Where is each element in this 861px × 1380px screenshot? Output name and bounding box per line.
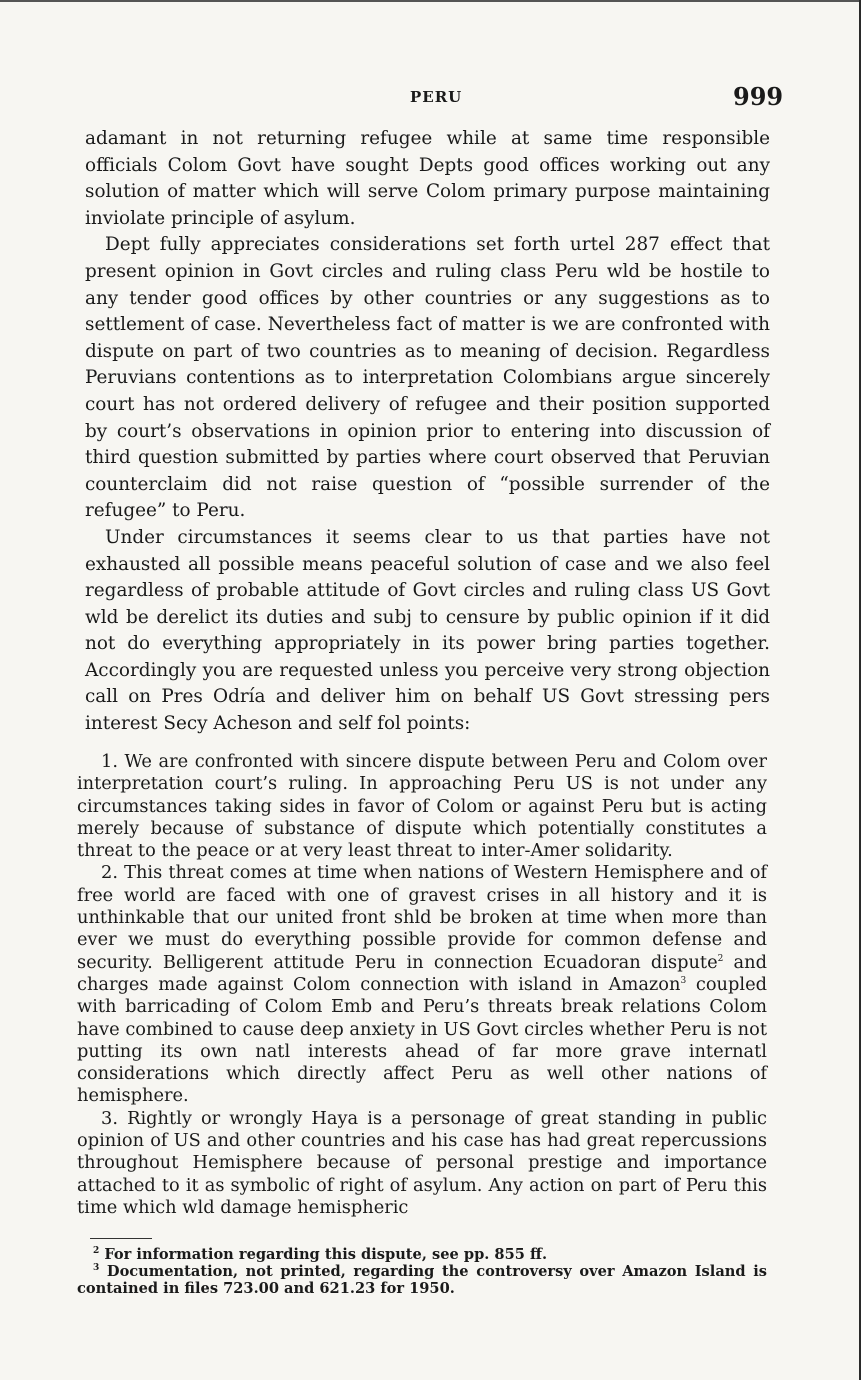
paragraph-continuation: adamant in not returning refugee while at same time responsible officials Colom Govt have sought Depts good offices working out any solution of matter which will serve Colom primary purpose maintaining inviolate principle of asylum. (85, 128, 770, 229)
page-top-edge (0, 0, 861, 2)
body-text (85, 126, 770, 738)
footnote-text: For information regarding this dispute, see pp. 855 ff. (99, 1246, 548, 1263)
page-number: 999 (733, 82, 784, 111)
footnote-ref-3: 3 (680, 976, 687, 987)
footnote-text: Documentation, not printed, regarding the controversy over Amazon Island is contained in files 723.00 and 621.23 for 1950. (77, 1263, 767, 1297)
numbered-points (77, 751, 767, 1219)
footnote-divider (90, 1238, 152, 1239)
footnotes (77, 1246, 767, 1297)
footnote-3 (77, 1263, 767, 1297)
point-2-text-b: and charges made against Colom connection with island in Amazon (77, 951, 767, 995)
point-2-text-a: 2. This threat comes at time when nations of Western Hemisphere and of free world are faced with one of gravest crises in all history and it is unthinkable that our united front shld be broken at time when more than ever we must do everything possible provide for common defense and security. Belligerent attitude Peru in connection Ecuadoran dispute (77, 862, 767, 973)
running-title: PERU (410, 88, 463, 106)
running-header (0, 82, 861, 111)
point-2 (77, 862, 767, 1107)
footnote-ref-2: 2 (717, 953, 724, 964)
footnote-mark: 3 (93, 1263, 100, 1274)
point-1: 1. We are confronted with sincere dispute between Peru and Colom over interpretation court’s ruling. In approaching Peru US is not under any circumstances taking sides in favor of Colom or against Peru but is acting merely because of substance of dispute which potentially constitutes a threat to the peace or at very least threat to inter-Amer solidarity. (77, 751, 767, 862)
paragraph: Under circumstances it seems clear to us that parties have not exhausted all possible means peaceful solution of case and we also feel regardless of probable attitude of Govt circles and ruling class US Govt wld be derelict its duties and subj to censure by public opinion if it did not do everything appropriately in its power bring parties together. Accordingly you are requested unless you perceive very strong objection call on Pres Odría and deliver him on behalf US Govt stressing pers interest Secy Acheson and self fol points: (85, 526, 770, 735)
footnote-2 (77, 1246, 767, 1263)
paragraph: Dept fully appreciates considerations set forth urtel 287 effect that present opinion in Govt circles and ruling class Peru wld be hostile to any tender good offices by other countries or any suggestions as to settlement of case. Nevertheless fact of matter is we are confronted with dispute on part of two countries as to meaning of decision. Regardless Peruvians contentions as to interpretation Colombians argue sincerely court has not ordered delivery of refugee and their position supported by court’s observations in opinion prior to entering into discussion of third question submitted by parties where court observed that Peruvian counterclaim did not raise question of “possible surrender of the refugee” to Peru. (85, 234, 770, 522)
footnote-mark: 2 (93, 1246, 100, 1257)
point-3: 3. Rightly or wrongly Haya is a personage of great standing in public opinion of US and other countries and his case has had great repercussions throughout Hemisphere because of personal prestige and importance attached to it as symbolic of right of asylum. Any action on part of Peru this time which wld damage hemispheric (77, 1107, 767, 1218)
point-2-text-c: coupled with barricading of Colom Emb and Peru’s threats break relations Colom have combined to cause deep anxiety in US Govt circles whether Peru is not putting its own natl interests ahead of far more grave internatl considerations which directly affect Peru as well other nations of hemisphere. (77, 973, 767, 1107)
